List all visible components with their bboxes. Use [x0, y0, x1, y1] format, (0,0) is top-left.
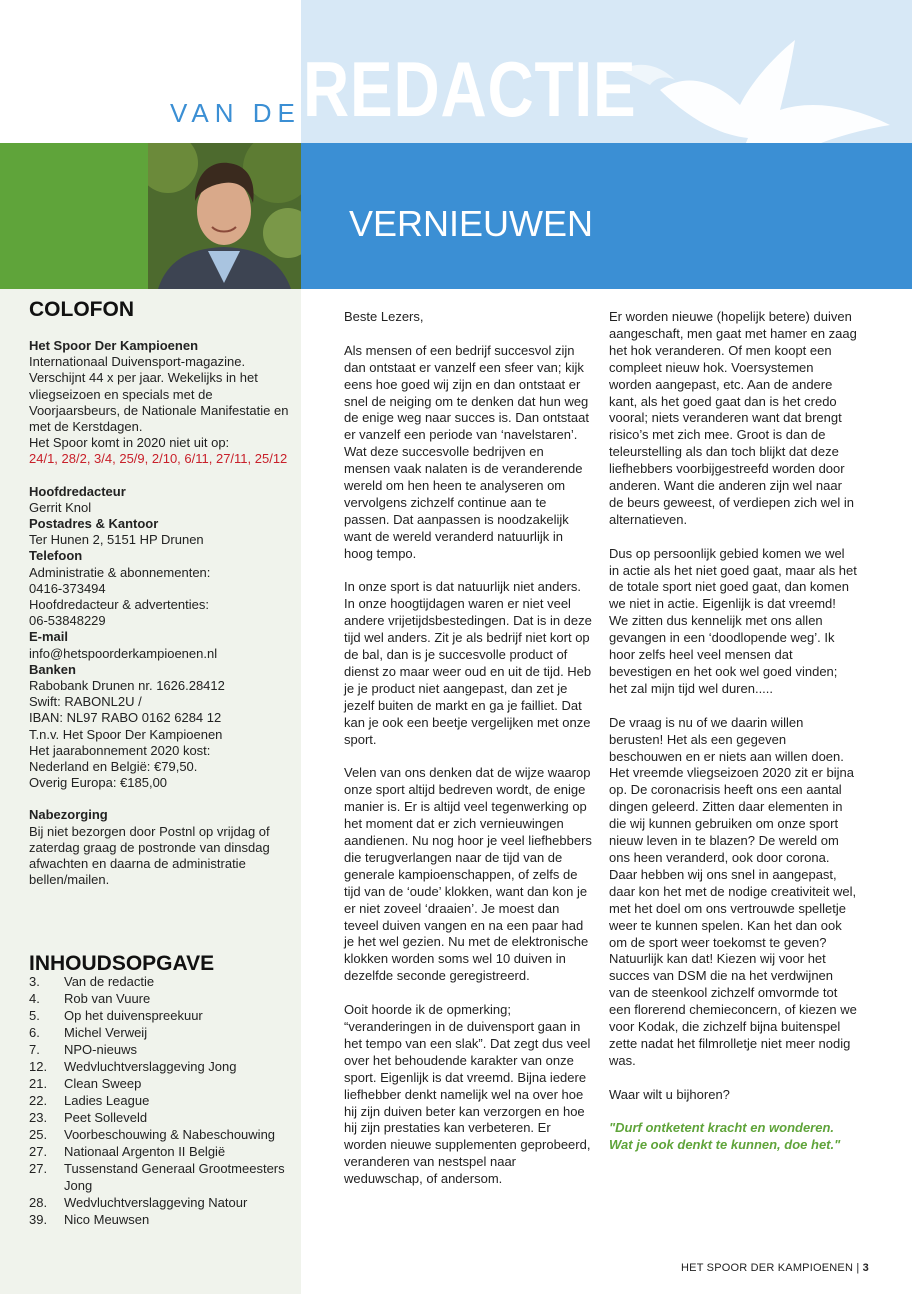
- editor-ads-label: Hoofdredacteur & advertenties:: [29, 597, 209, 613]
- not-published-dates: 24/1, 28/2, 3/4, 25/9, 2/10, 6/11, 27/11, 25/12: [29, 451, 288, 467]
- toc-heading: INHOUDSOPGAVE: [29, 952, 215, 975]
- toc-item[interactable]: 21. Clean Sweep: [29, 1076, 142, 1091]
- bank-swift: Swift: RABONL2U /: [29, 694, 142, 710]
- paragraph: Als mensen of een bedrijf succesvol zijn dan ontstaat er vanzelf een sfeer van; kijk eens hoe goed wij zijn en dan ontstaat er snel de neiging om te denken dat hun weg de enige weg naar succes is. Dan ontstaat er vanzelf een periode van ‘navelstaren’. Wat deze succesvolle bedrijven en mensen vaak nalaten is de veranderende wereld om hen heen te analyseren om vervolgens zichzelf continue aan te passen. Dat aanpassen is noodzakelijk want de wereld veranderd natuurlijk in hoog tempo.: [344, 342, 589, 561]
- subscription-label: Het jaarabonnement 2020 kost:: [29, 742, 211, 758]
- quote-line: "Durf ontketent kracht en wonderen.: [609, 1120, 835, 1136]
- bank-holder: T.n.v. Het Spoor Der Kampioenen: [29, 726, 223, 742]
- article-column-1: [344, 309, 592, 1205]
- toc-item[interactable]: 3. Van de redactie: [29, 974, 155, 989]
- toc-item[interactable]: 5. Op het duivenspreekuur: [29, 1008, 203, 1023]
- address: Ter Hunen 2, 5151 HP Drunen: [29, 532, 204, 548]
- banks-label: Banken: [29, 661, 76, 677]
- editor-name: Gerrit Knol: [29, 499, 92, 515]
- colofon-heading: COLOFON: [29, 298, 134, 321]
- colofon-block: [29, 338, 291, 889]
- email-address[interactable]: info@hetspoorderkampioenen.nl: [29, 645, 218, 661]
- header-green-block: [0, 143, 148, 289]
- footer-magazine-name: HET SPOOR DER KAMPIOENEN |: [681, 1262, 860, 1274]
- price-nl-be: Nederland en België: €79,50.: [29, 759, 198, 775]
- page-title: VERNIEUWEN: [349, 203, 594, 244]
- email-label: E-mail: [29, 629, 69, 645]
- redactie-label: REDACTIE: [303, 45, 637, 133]
- toc-item[interactable]: 27. Nationaal Argenton II België: [29, 1144, 226, 1159]
- closing-question: Waar wilt u bijhoren?: [609, 1086, 730, 1102]
- closing-quote: [609, 1120, 857, 1154]
- paragraph: De vraag is nu of we daarin willen berusten! Het als een gegeven beschouwen en er niets aan willen doen. Het vreemde vliegseizoen 2020 zit er bijna op. De coronacrisis heeft ons een aantal dingen geleerd. Zitten daar elementen in die wij kunnen gebruiken om onze sport nieuw leven in te blazen? De wereld om ons heen veranderd, ook door corona. Daar hebben wij ons snel in aangepast, daar kon het met de nodige creativiteit wel, met het doel om ons vertrouwde spelletje weer te kunnen spelen. Kan het dan ook om de sport weer toekomst te geven? Natuurlijk kan dat! Kiezen wij voor het succes van DSM die na het verdwijnen van de steenkool zichzelf omvormde tot een florerend chemieconcern, of kiezen we voor Kodak, die zichzelf bijna buitenspel zette nadat het filmrolletje niet meer nodig was.: [609, 714, 857, 1068]
- aftercare-label: Nabezorging: [29, 807, 108, 823]
- toc-item[interactable]: 28. Wedvluchtverslaggeving Natour: [29, 1195, 248, 1210]
- admin-phone: 0416-373494: [29, 580, 106, 596]
- van-de-label: VAN DE: [170, 98, 301, 128]
- editor-label: Hoofdredacteur: [29, 483, 126, 499]
- toc-item[interactable]: 7. NPO-nieuws: [29, 1042, 137, 1057]
- paragraph: Dus op persoonlijk gebied komen we wel in actie als het niet goed gaat, maar als het de totale sport niet goed gaat, dan komen we niet in actie. Eigenlijk is dat vreemd! We zitten dus kennelijk met ons allen gevangen in een ‘doodlopende weg’. Ik hoor zelfs heel veel mensen dat bevestigen en het ook wel goed vinden; het zal mijn tijd wel duren.....: [609, 545, 857, 696]
- address-label: Postadres & Kantoor: [29, 516, 159, 532]
- paragraph: In onze sport is dat natuurlijk niet anders. In onze hoogtijdagen waren er niet veel andere vrijetijdsbestedingen. Dat is in deze tijd wel anders. Zit je als bedrijf niet kort op de bal, dan is je succesvolle product of dienst zo maar weer oud en uit de tijd. Heb je je product niet aangepast, dan zet je jezelf buiten de markt en ga je failliet. Dat kan je ook een beetje vergelijken met onze sport.: [344, 579, 592, 747]
- paragraph: Velen van ons denken dat de wijze waarop onze sport altijd bedreven wordt, de enige manier is. Er is altijd veel tegenwerking op het moment dat er zich vernieuwingen aandienen. Nu nog hoor je veel liefhebbers die terugverlangen naar de tijd van de generale kampioenschappen, of zelfs de tijd van de ‘oude’ klokken, want dan kon je er niet zoveel ‘draaien’. Je moest dan teveel duiven vangen en na een paar had je het wel gezien. Nu met de elektronische klokken worden soms wel 10 duiven in dezelfde seconde geregistreerd.: [344, 765, 592, 984]
- table-of-contents: [29, 973, 301, 1228]
- paragraph: Er worden nieuwe (hopelijk betere) duiven aangeschaft, men gaat met hamer en zaag het hok veranderen. Of men koopt een compleet nieuw hok. Voersystemen worden aangepast, etc. Aan de andere kant, als het goed gaat dan is het credo vooral; niets veranderen want dat brengt risico’s met zich mee. Groot is dan de teleurstelling als dan toch blijkt dat deze liefhebbers voorbijgestreefd worden door anderen. Want die anderen zijn wel naar de beurs geweest, of verdiepen zich wel in alternatieven.: [609, 309, 857, 527]
- toc-item[interactable]: 39. Nico Meuwsen: [29, 1212, 150, 1227]
- page-number: 3: [862, 1262, 869, 1274]
- toc-item[interactable]: 23. Peet Solleveld: [29, 1110, 148, 1125]
- page-footer: [681, 1262, 869, 1274]
- not-published-label: Het Spoor komt in 2020 niet uit op:: [29, 435, 230, 451]
- admin-label: Administratie & abonnementen:: [29, 564, 211, 580]
- toc-item[interactable]: 6. Michel Verweij: [29, 1025, 148, 1040]
- bank-account: Rabobank Drunen nr. 1626.28412: [29, 678, 225, 694]
- toc-item[interactable]: 27. Tussenstand Generaal Grootmeesters Jong: [29, 1161, 285, 1193]
- phone-label: Telefoon: [29, 548, 83, 564]
- toc-item[interactable]: 22. Ladies League: [29, 1093, 150, 1108]
- paragraph: Ooit hoorde ik de opmerking; “veranderingen in de duivensport gaan in het tempo van een slak”. Dat zegt dus veel over het behoudende karakter van onze sport. Eigenlijk is dat vreemd. Bijna iedere liefhebber denkt namelijk wel na over hoe hij zijn duiven beter kan verzorgen en hoe hij zijn prestaties kan verbeteren. Er worden nieuwe supplementen geprobeerd, veranderen van nestspel naar weduwschap, of andersom.: [344, 1002, 591, 1187]
- salutation: Beste Lezers,: [344, 309, 424, 324]
- magazine-description: Internationaal Duivensport-magazine. Verschijnt 44 x per jaar. Wekelijks in het vliegseizoen en specials met de Voorjaarsbeurs, de Nationale Manifestatie en met de Kerstdagen.: [29, 354, 289, 435]
- article-column-2: [609, 309, 857, 1154]
- toc-item[interactable]: 12. Wedvluchtverslaggeving Jong: [29, 1059, 237, 1074]
- price-europe: Overig Europa: €185,00: [29, 775, 168, 791]
- toc-item[interactable]: 4. Rob van Vuure: [29, 991, 151, 1006]
- aftercare-text: Bij niet bezorgen door Postnl op vrijdag of zaterdag graag de postronde van dinsdag afwachten en daarna de administratie bellen/mailen.: [29, 823, 270, 888]
- magazine-name: Het Spoor Der Kampioenen: [29, 338, 199, 353]
- quote-line: Wat je ook denkt te kunnen, doe het.": [609, 1137, 841, 1153]
- author-photo: [148, 143, 301, 289]
- toc-item[interactable]: 25. Voorbeschouwing & Nabeschouwing: [29, 1127, 276, 1142]
- bank-iban: IBAN: NL97 RABO 0162 6284 12: [29, 710, 222, 726]
- editor-phone: 06-53848229: [29, 613, 106, 629]
